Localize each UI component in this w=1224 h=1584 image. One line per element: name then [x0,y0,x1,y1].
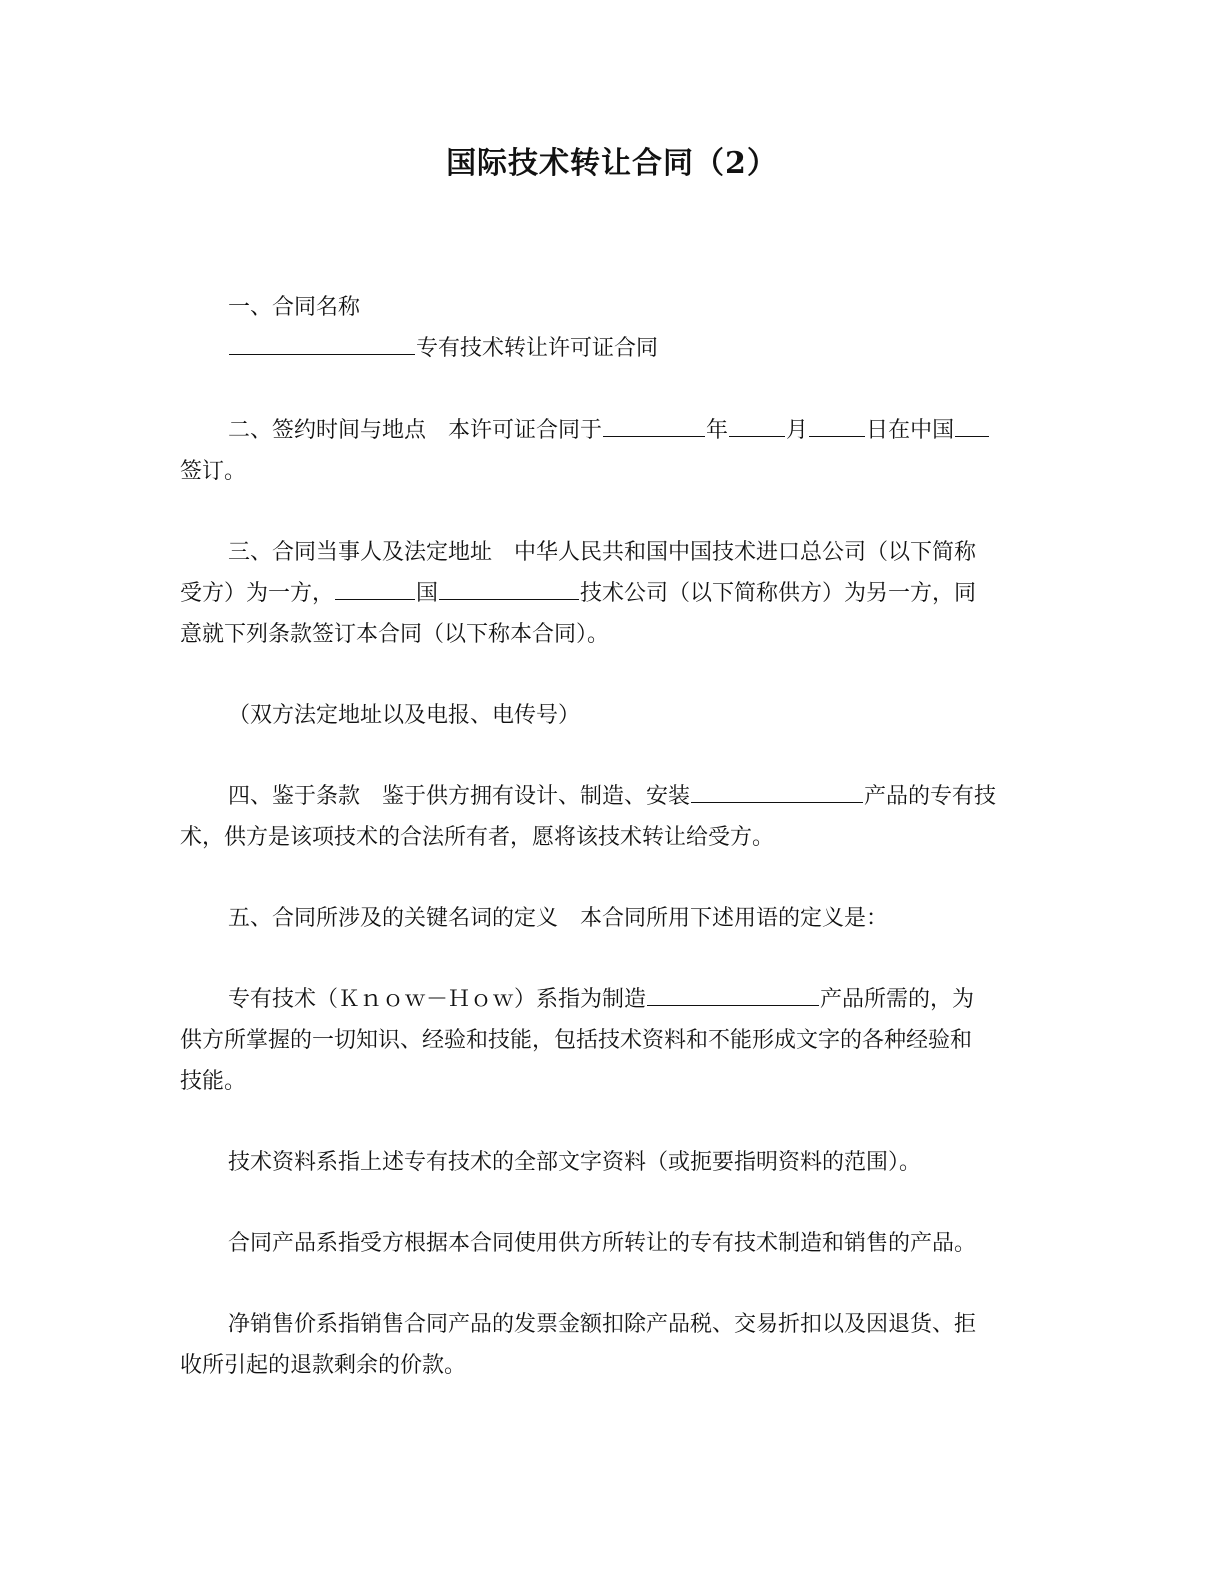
know-how-text-a: 专有技术（Ｋｎｏｗ－Ｈｏｗ）系指为制造 [228,987,647,1012]
page-title: 国际技术转让合同（2） [446,146,778,181]
section-1-heading: 一、合同名称 [228,295,361,320]
country-blank[interactable] [335,573,415,600]
know-how-text-b: 产品所需的，为 [820,987,975,1012]
section-1-contract-name [228,328,658,369]
section-5-heading: 五、合同所涉及的关键名词的定义 [228,906,559,931]
section-4-text-a: 鉴于供方拥有设计、制造、安装 [382,784,691,809]
section-2-text: 本许可证合同于 [448,418,603,443]
section-4-text-b: 产品的专有技 [864,784,997,809]
country-label: 国 [416,581,439,606]
section-3-line-2 [180,573,976,614]
product-blank[interactable] [691,776,863,803]
definition-contract-product: 合同产品系指受方根据本合同使用供方所转让的专有技术制造和销售的产品。 [228,1231,977,1256]
section-3-line-1 [228,532,976,573]
day-label: 日在中国 [866,418,955,443]
section-2-heading: 二、签约时间与地点 [228,418,427,443]
definition-net-price-line-1: 净销售价系指销售合同产品的发票金额扣除产品税、交易折扣以及因退货、拒 [228,1312,977,1337]
contract-name-suffix: 专有技术转让许可证合同 [416,336,659,361]
month-blank[interactable] [729,410,785,437]
section-4-heading: 四、鉴于条款 [228,784,361,809]
month-label: 月 [786,418,809,443]
address-note: （双方法定地址以及电报、电传号） [228,703,581,728]
manufacture-product-blank[interactable] [647,979,819,1006]
section-2-line-1 [228,410,990,451]
definition-technical-data: 技术资料系指上述专有技术的全部文字资料（或扼要指明资料的范围）。 [228,1150,922,1175]
section-4-line-2: 术，供方是该项技术的合法所有者，愿将该技术转让给受方。 [180,825,775,850]
section-3-text-a: 中华人民共和国中国技术进口总公司（以下简称 [514,540,977,565]
contract-name-blank[interactable] [229,328,415,355]
definition-know-how-line-2: 供方所掌握的一切知识、经验和技能，包括技术资料和不能形成文字的各种经验和 [180,1028,973,1053]
section-5-text: 本合同所用下述用语的定义是： [580,906,889,931]
section-3-line-3: 意就下列条款签订本合同（以下称本合同）。 [180,622,610,647]
section-3-text-b: 受方）为一方， [180,581,335,606]
section-2-line-2: 签订。 [180,459,247,484]
year-label: 年 [706,418,729,443]
section-5-line [228,898,888,939]
definition-net-price-line-2: 收所引起的退款剩余的价款。 [180,1353,467,1378]
place-blank[interactable] [955,410,989,437]
day-blank[interactable] [809,410,865,437]
definition-know-how-line-3: 技能。 [180,1069,247,1094]
company-blank[interactable] [439,573,579,600]
definition-know-how-line-1 [228,979,974,1020]
section-4-line-1 [228,776,996,817]
year-blank[interactable] [603,410,705,437]
section-3-text-c: 技术公司（以下简称供方）为另一方，同 [580,581,977,606]
section-3-heading: 三、合同当事人及法定地址 [228,540,493,565]
